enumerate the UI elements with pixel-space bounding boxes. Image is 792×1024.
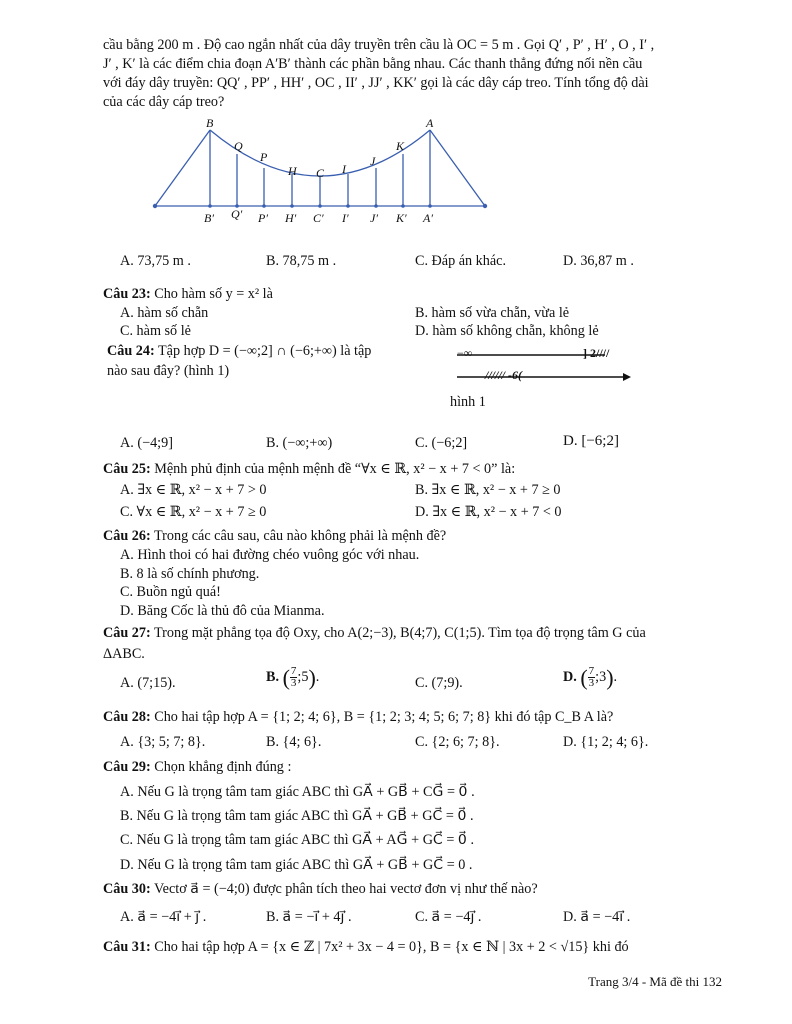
q27-option-a[interactable]: A. (7;15). [120, 675, 176, 691]
label-q-prime: Q′ [231, 207, 243, 221]
q26-option-b[interactable]: B. 8 là số chính phương. [120, 566, 260, 582]
stay-left [155, 130, 210, 206]
q23-option-c[interactable]: C. hàm số lẻ [120, 323, 191, 339]
q24-option-a[interactable]: A. (−4;9] [120, 435, 173, 451]
label-c: C [316, 166, 325, 180]
q27-stem-line2: ΔABC. [103, 646, 145, 662]
q25-option-d[interactable]: D. ∃x ∈ ℝ, x² − x + 7 < 0 [415, 504, 562, 520]
q29-option-c[interactable]: C. Nếu G là trọng tâm tam giác ABC thì GA⃗ + AG⃗ + GC⃗ = 0⃗ . [120, 832, 475, 848]
bridge-figure [150, 116, 490, 234]
q27-option-b-denominator: 3 [290, 677, 297, 689]
q28-option-d[interactable]: D. {1; 2; 4; 6}. [563, 734, 649, 750]
label-c-prime: C′ [313, 211, 324, 225]
q29-text: Chọn khẳng định đúng : [154, 759, 292, 775]
q28-label: Câu 28: [103, 709, 151, 725]
label-b: B [206, 116, 214, 130]
q27-option-d-label: D. [563, 668, 577, 685]
q22-option-b[interactable]: B. 78,75 m . [266, 253, 337, 269]
q28-text: Cho hai tập hợp A = {1; 2; 4; 6}, B = {1; 2; 3; 4; 5; 6; 7; 8} khi đó tập C_B A là? [154, 709, 614, 725]
q26-stem [103, 527, 725, 546]
number-line-bracket-2: ] 2//// [583, 346, 610, 360]
page-footer: Trang 3/4 - Mã đề thi 132 [588, 974, 722, 989]
label-i: I [342, 162, 346, 176]
q25-label: Câu 25: [103, 461, 151, 477]
q26-option-c[interactable]: C. Buồn ngủ quá! [120, 584, 221, 600]
q27-option-b[interactable]: B. ( $\frac{7}{3}$ ;5). [266, 665, 320, 690]
q29-option-a[interactable]: A. Nếu G là trọng tâm tam giác ABC thì GA⃗ + GB⃗ + CG⃗ = 0⃗ . [120, 784, 475, 800]
q27-option-b-label: B. [266, 668, 280, 685]
q30-stem [103, 880, 725, 899]
stay-right [430, 130, 485, 206]
q24-text1: Tập hợp D = (−∞;2] ∩ (−6;+∞) là tập [158, 343, 372, 359]
q28-option-c[interactable]: C. {2; 6; 7; 8}. [415, 734, 500, 750]
q26-option-a[interactable]: A. Hình thoi có hai đường chéo vuông góc với nhau. [120, 547, 420, 563]
q23-stem [103, 285, 725, 304]
q22-text-line1: cầu bằng 200 m . Độ cao ngắn nhất của dây truyền trên cầu là OC = 5 m . Gọi Q′ , P′ , H′ , O , I′ , [103, 37, 655, 53]
q29-label: Câu 29: [103, 759, 151, 775]
label-k-prime: K′ [396, 211, 407, 225]
q26-text: Trong các câu sau, câu nào không phải là mệnh đề? [154, 528, 447, 544]
q23-text: Cho hàm số y = x² là [154, 286, 273, 302]
q28-stem [103, 708, 725, 727]
q29-stem [103, 758, 725, 777]
q25-option-a[interactable]: A. ∃x ∈ ℝ, x² − x + 7 > 0 [120, 482, 267, 498]
q29-option-d[interactable]: D. Nếu G là trọng tâm tam giác ABC thì GA⃗ + GB⃗ + GC⃗ = 0 . [120, 857, 473, 873]
q30-option-d[interactable]: D. a⃗ = −4i⃗ . [563, 909, 631, 925]
q26-option-d[interactable]: D. Băng Cốc là thủ đô của Mianma. [120, 603, 325, 619]
q27-option-c[interactable]: C. (7;9). [415, 675, 463, 691]
label-q: Q [234, 139, 243, 153]
label-b-prime: B′ [204, 211, 214, 225]
q23-option-a[interactable]: A. hàm số chẵn [120, 305, 209, 321]
q27-label: Câu 27: [103, 625, 151, 641]
q25-text: Mệnh phủ định của mệnh mệnh đề “∀x ∈ ℝ, x² − x + 7 < 0” là: [154, 461, 516, 477]
q27-option-d-rest: ;3 [595, 668, 607, 685]
q25-option-c[interactable]: C. ∀x ∈ ℝ, x² − x + 7 ≥ 0 [120, 504, 267, 520]
label-j: J [370, 154, 376, 168]
q24-stem-line1 [107, 342, 371, 361]
q26-label: Câu 26: [103, 528, 151, 544]
q27-option-d[interactable]: D. ( $\frac{7}{3}$ ;3). [563, 665, 618, 690]
q27-option-d-numerator: 7 [588, 665, 595, 677]
q27-stem-line1 [103, 624, 725, 643]
label-h-prime: H′ [285, 211, 297, 225]
q30-option-a[interactable]: A. a⃗ = −4i⃗ + j⃗ . [120, 909, 207, 925]
q27-option-b-numerator: 7 [290, 665, 297, 677]
q22-text-line4: của các dây cáp treo? [103, 94, 225, 110]
q30-label: Câu 30: [103, 881, 151, 897]
q27-option-b-rest: ;5 [297, 668, 309, 685]
q31-text: Cho hai tập hợp A = {x ∈ ℤ | 7x² + 3x − 4 = 0}, B = {x ∈ ℕ | 3x + 2 < √15} khi đó [154, 939, 629, 955]
q28-option-a[interactable]: A. {3; 5; 7; 8}. [120, 734, 206, 750]
label-a: A [426, 116, 434, 130]
q27-text1: Trong mặt phẳng tọa độ Oxy, cho A(2;−3), B(4;7), C(1;5). Tìm tọa độ trọng tâm G của [154, 625, 646, 641]
label-k: K [396, 139, 405, 153]
q25-option-b[interactable]: B. ∃x ∈ ℝ, x² − x + 7 ≥ 0 [415, 482, 561, 498]
q23-option-d[interactable]: D. hàm số không chẵn, không lẻ [415, 323, 599, 339]
q29-option-b[interactable]: B. Nếu G là trọng tâm tam giác ABC thì GA⃗ + GB⃗ + GC⃗ = 0⃗ . [120, 808, 474, 824]
q22-option-a[interactable]: A. 73,75 m . [120, 253, 191, 269]
q22-option-d[interactable]: D. 36,87 m . [563, 253, 634, 269]
q30-text: Vectơ a⃗ = (−4;0) được phân tích theo hai vectơ đơn vị như thế nào? [154, 881, 538, 897]
q23-label: Câu 23: [103, 286, 151, 302]
q28-option-b[interactable]: B. {4; 6}. [266, 734, 322, 750]
arrow-head-icon [623, 373, 631, 381]
label-h: H [288, 164, 297, 178]
q24-option-b[interactable]: B. (−∞;+∞) [266, 435, 333, 451]
q30-option-b[interactable]: B. a⃗ = −i⃗ + 4j⃗ . [266, 909, 352, 925]
number-line-bracket-minus-6: ////// -6( [485, 368, 522, 382]
q22-text-line2: J′ , K′ là các điểm chia đoạn A′B′ thành các phần bằng nhau. Các thanh thẳng đứng nối nền cầu [103, 56, 643, 72]
q22-option-c[interactable]: C. Đáp án khác. [415, 253, 507, 269]
q31-label: Câu 31: [103, 939, 151, 955]
label-p: P [260, 150, 268, 164]
number-line-minus-infinity: −∞ [457, 346, 473, 360]
label-j-prime: J′ [370, 211, 378, 225]
q31-stem [103, 938, 725, 957]
number-line-figure [455, 344, 635, 384]
q24-label: Câu 24: [107, 343, 155, 359]
figure-caption: hình 1 [450, 394, 486, 410]
q24-option-c[interactable]: C. (−6;2] [415, 435, 468, 451]
q23-option-b[interactable]: B. hàm số vừa chẵn, vừa lẻ [415, 305, 570, 321]
label-a-prime: A′ [423, 211, 433, 225]
label-p-prime: P′ [258, 211, 268, 225]
q24-option-d[interactable]: D. [−6;2] [563, 433, 619, 449]
q30-option-c[interactable]: C. a⃗ = −4j⃗ . [415, 909, 482, 925]
q22-text-line3: với đáy dây truyền: QQ′ , PP′ , HH′ , OC , II′ , JJ′ , KK′ gọi là các dây cáp treo. Tính tổng độ dài [103, 75, 649, 91]
q24-stem-line2: nào sau đây? (hình 1) [107, 363, 230, 379]
q27-option-d-denominator: 3 [588, 677, 595, 689]
q25-stem [103, 460, 725, 479]
label-i-prime: I′ [342, 211, 349, 225]
